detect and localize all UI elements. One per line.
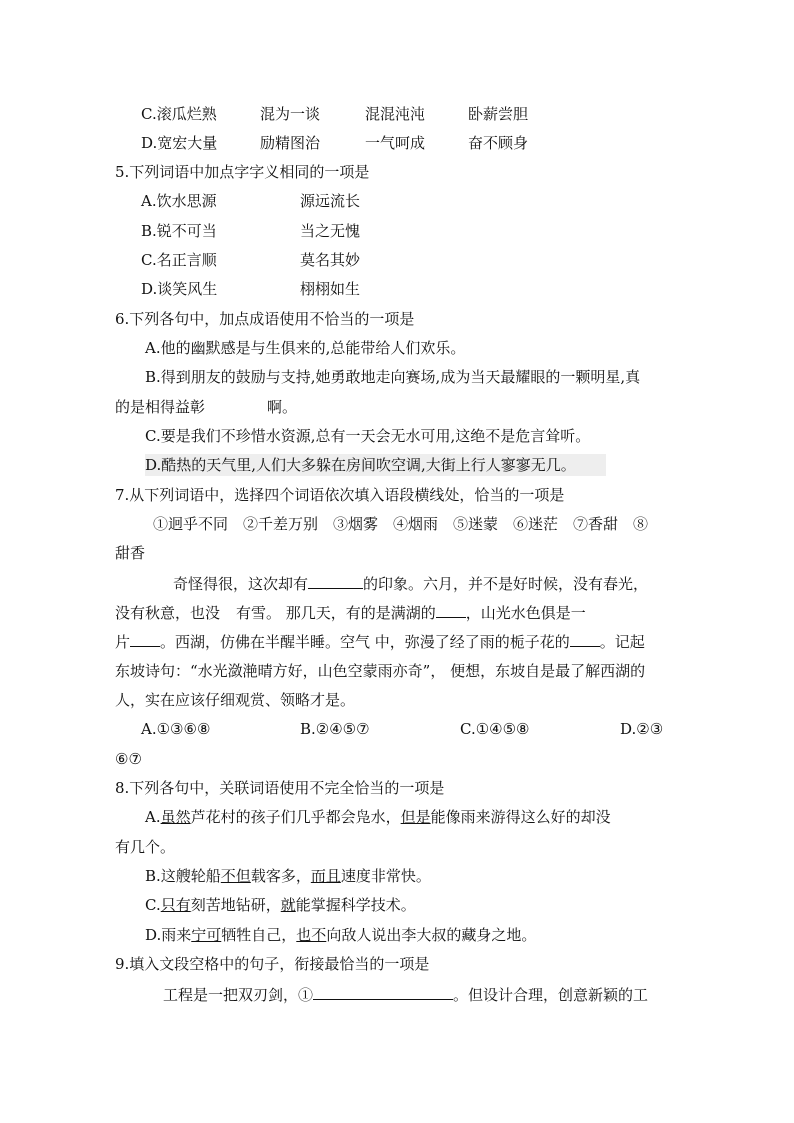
q6-option-b-line1: B.得到朋友的鼓励与支持,她勇敢地走向赛场,成为当天最耀眼的一颗明星,真	[145, 368, 641, 386]
q4-c-word-4: 卧薪尝胆	[468, 105, 529, 123]
q7-passage-line1	[173, 572, 648, 595]
q8-c-text: 能掌握科学技术。	[295, 896, 416, 914]
q7-passage-line2	[115, 601, 586, 624]
q4-d-word-1: D.宽宏大量	[141, 134, 218, 152]
q8-d-text: 向敌人说出李大叔的藏身之地。	[326, 926, 537, 944]
q4-c-word-1: C.滚瓜烂熟	[141, 105, 217, 123]
q5-option-a	[141, 190, 361, 212]
q7-passage-line4: 东坡诗句：“水光潋滟晴方好，山色空蒙雨亦奇”， 便想，东坡自是最了解西湖的	[115, 662, 646, 680]
q7-passage-text: ，山光水色俱是一	[465, 604, 586, 622]
q5-d-word-1: D.谈笑风生	[141, 280, 218, 298]
q8-stem: 8.下列各句中，关联词语使用不完全恰当的一项是	[115, 779, 445, 797]
q4-c-word-2: 混为一谈	[260, 105, 321, 123]
q9-passage-line1	[163, 983, 648, 1006]
q8-c-conj-2: 就	[280, 896, 296, 914]
q5-d-word-2: 栩栩如生	[300, 280, 361, 298]
q5-a-word-2: 源远流长	[300, 192, 361, 210]
q8-option-c	[145, 894, 416, 916]
q8-c-conj-1: 只有	[160, 896, 191, 914]
q6-option-b-line2	[115, 396, 298, 418]
q4-d-word-4: 奋不顾身	[468, 134, 529, 152]
blank-3	[130, 630, 160, 647]
q8-a-label: A.	[145, 808, 161, 826]
q7-option-a: A.①③⑥⑧	[141, 720, 211, 738]
q7-passage-text: 。西湖，仿佛在半醒半睡。空气 中，弥漫了经了雨的栀子花的	[160, 633, 570, 651]
q7-word-list: ①迥乎不同 ②千差万别 ③烟雾 ④烟雨 ⑤迷蒙 ⑥迷茫 ⑦香甜 ⑧	[153, 515, 649, 533]
q8-d-text: D.雨来	[145, 926, 192, 944]
q7-option-b: B.②④⑤⑦	[300, 720, 370, 738]
q7-stem: 7.从下列词语中，选择四个词语依次填入语段横线处，恰当的一项是	[115, 486, 565, 504]
q5-c-word-1: C.名正言顺	[141, 251, 217, 269]
q8-a-conj-1: 虽然	[160, 808, 191, 826]
q8-b-conj-1: 不但	[220, 867, 251, 885]
q7-passage-text: 。记起	[599, 633, 645, 651]
q6-stem: 6.下列各句中，加点成语使用不恰当的一项是	[115, 310, 415, 328]
q7-passage-text: 没有秋意，也没	[115, 604, 221, 622]
blank-1	[308, 572, 363, 589]
q4-d-word-2: 励精图治	[260, 134, 321, 152]
q7-passage-text: 的印象。六月，并不是好时候，没有春光，	[363, 575, 649, 593]
q8-option-a-line2: 有几个。	[115, 838, 176, 856]
q5-b-word-2: 当之无愧	[300, 222, 361, 240]
q7-option-d: D.②③	[620, 720, 664, 738]
q7-option-c: C.①④⑤⑧	[460, 720, 530, 738]
q8-d-text: 牺牲自己，	[221, 926, 297, 944]
q5-stem: 5.下列词语中加点字字义相同的一项是	[115, 163, 370, 181]
q7-passage-line5: 人，实在应该仔细观赏、领略才是。	[115, 691, 356, 709]
q6-option-c: C.要是我们不珍惜水资源,总有一天会无水可用,这绝不是危言耸听。	[145, 427, 591, 445]
q8-c-label: C.	[145, 896, 161, 914]
q5-b-word-1: B.锐不可当	[141, 222, 217, 240]
q7-passage-line3	[115, 630, 645, 653]
q6-option-a: A.他的幽默感是与生俱来的,总能带给人们欢乐。	[145, 339, 466, 357]
q5-a-word-1: A.饮水思源	[141, 192, 217, 210]
q8-a-text: 芦花村的孩子们几乎都会凫水，	[190, 808, 401, 826]
q4-option-d	[141, 132, 529, 154]
q9-passage-text: 工程是一把双刃剑，①	[163, 986, 314, 1004]
q5-option-c	[141, 249, 361, 271]
q8-d-conj-1: 宁可	[191, 926, 222, 944]
q8-c-text: 刻苦地钻研，	[190, 896, 281, 914]
q9-stem: 9.填入文段空格中的句子，衔接最恰当的一项是	[115, 955, 430, 973]
blank-2	[436, 601, 466, 618]
q5-c-word-2: 莫名其妙	[300, 251, 361, 269]
q7-passage-text: 有雪。 那几天，有的是满湖的	[236, 604, 436, 622]
q4-c-word-3: 混混沌沌	[365, 105, 426, 123]
q5-option-b	[141, 220, 361, 242]
blank-4	[570, 630, 600, 647]
q8-d-conj-2: 也不	[296, 926, 327, 944]
q5-option-d	[141, 278, 361, 300]
q7-word-list-cont: 甜香	[115, 544, 146, 562]
q4-d-word-3: 一气呵成	[365, 134, 426, 152]
q9-passage-text: 。但设计合理，创意新颖的工	[453, 986, 649, 1004]
q8-option-a-line1	[145, 806, 611, 828]
q8-a-conj-2: 但是	[400, 808, 431, 826]
q6-option-d: D.酷热的天气里,人们大多躲在房间吹空调,大街上行人寥寥无几。	[145, 454, 606, 476]
q8-b-text: B.这艘轮船	[145, 867, 221, 885]
q6-b-end: 啊。	[267, 398, 298, 416]
q4-option-c	[141, 103, 529, 125]
q7-passage-text: 奇怪得很，这次却有	[173, 575, 309, 593]
q8-option-d	[145, 924, 536, 946]
q7-option-d-cont: ⑥⑦	[115, 750, 142, 768]
q6-b-text: 的是相得益彰	[115, 398, 206, 416]
q8-a-text: 能像雨来游得这么好的却没	[430, 808, 611, 826]
q8-b-text: 载客多，	[250, 867, 311, 885]
q8-option-b	[145, 865, 431, 887]
q8-b-conj-2: 而且	[310, 867, 341, 885]
q7-passage-text: 片	[115, 633, 131, 651]
q8-b-text: 速度非常快。	[340, 867, 431, 885]
blank-q9-1	[313, 983, 453, 1000]
